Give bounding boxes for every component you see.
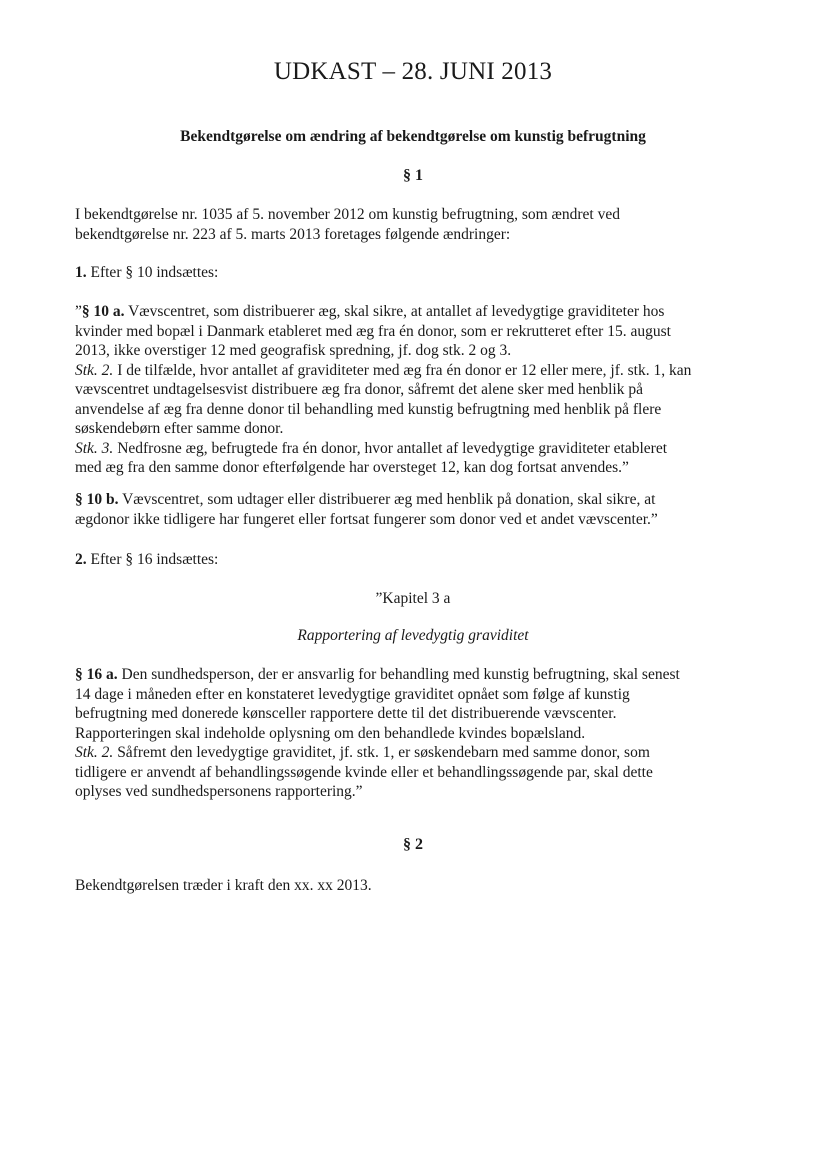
paragraph-line: Den sundhedsperson, der er ansvarlig for behandling med kunstig befrugtning, skal senest bbox=[117, 666, 680, 683]
paragraph-line: ægdonor ikke tidligere har fungeret eller fortsat fungerer som donor ved et andet vævscenter.” bbox=[75, 510, 658, 528]
open-quote: ” bbox=[75, 303, 82, 320]
paragraph-16a bbox=[75, 665, 755, 802]
paragraph-line: Rapporteringen skal indeholde oplysning om den behandlede kvindes bopælsland. bbox=[75, 724, 586, 742]
paragraph-line: tidligere er anvendt af behandlingssøgende kvinde eller et behandlingssøgende par, skal dette bbox=[75, 763, 653, 781]
section-1-heading: § 1 bbox=[403, 167, 423, 184]
paragraph-line: Bekendtgørelsen træder i kraft den xx. xx 2013. bbox=[75, 877, 372, 894]
chapter-heading: ”Kapitel 3 a bbox=[375, 590, 451, 607]
document-title: Bekendtgørelse om ændring af bekendtgørelse om kunstig befrugtning bbox=[180, 128, 646, 145]
section-2-text bbox=[75, 876, 755, 896]
paragraph-line: Vævscentret, som distribuerer æg, skal sikre, at antallet af levedygtige graviditeter hos bbox=[124, 303, 665, 320]
stk-label: Stk. 3. bbox=[75, 439, 114, 457]
change-number: 2. bbox=[75, 551, 87, 568]
paragraph-10a bbox=[75, 302, 755, 478]
paragraph-line: kvinder med bopæl i Danmark etableret med æg fra én donor, som er rekrutteret efter 15. august bbox=[75, 322, 671, 340]
section-2-heading: § 2 bbox=[403, 836, 423, 853]
paragraph-line: 2013, ikke overstiger 12 med geografisk spredning, jf. dog stk. 2 og 3. bbox=[75, 342, 512, 359]
change-1 bbox=[75, 263, 755, 283]
intro-line: I bekendtgørelse nr. 1035 af 5. november 2012 om kunstig befrugtning, som ændret ved bbox=[75, 206, 620, 223]
paragraph-line: vævscentret undtagelsesvist distribuere æg fra donor, såfremt det alene sker med henblik på bbox=[75, 381, 643, 398]
paragraph-line: I de tilfælde, hvor antallet af graviditeter med æg fra én donor er 12 eller mere, jf. stk. 1, kan bbox=[113, 361, 692, 379]
paragraph-line: oplyses ved sundhedspersonens rapportering.” bbox=[75, 783, 363, 800]
paragraph-label: § 16 a. bbox=[75, 666, 118, 683]
intro-line: bekendtgørelse nr. 223 af 5. marts 2013 foretages følgende ændringer: bbox=[75, 225, 511, 243]
stk-label: Stk. 2. bbox=[75, 744, 114, 761]
paragraph-line: befrugtning med donerede kønsceller rapportere dette til det distribuerende vævscenter. bbox=[75, 705, 617, 722]
draft-header: UDKAST – 28. JUNI 2013 bbox=[273, 58, 553, 85]
intro-paragraph bbox=[75, 205, 755, 244]
change-text: Efter § 10 indsættes: bbox=[86, 264, 219, 281]
paragraph-label: § 10 a. bbox=[81, 303, 125, 320]
paragraph-line: Såfremt den levedygtige graviditet, jf. stk. 1, er søskendebarn med samme donor, som bbox=[113, 744, 650, 761]
paragraph-line: 14 dage i måneden efter en konstateret levedygtige graviditet opnået som følge af kunstig bbox=[75, 685, 630, 703]
paragraph-line: anvendelse af æg fra denne donor til behandling med kunstig befrugtning med henblik på flere bbox=[75, 400, 662, 418]
paragraph-line: Vævscentret, som udtager eller distribuerer æg med henblik på donation, skal sikre, at bbox=[118, 491, 656, 508]
chapter-title: Rapportering af levedygtig graviditet bbox=[297, 627, 529, 644]
paragraph-10b bbox=[75, 490, 755, 529]
paragraph-line: med æg fra den samme donor efterfølgende har oversteget 12, kan dog fortsat anvendes.” bbox=[75, 459, 629, 476]
paragraph-line: søskendebørn efter samme donor. bbox=[75, 420, 284, 437]
change-2 bbox=[75, 550, 755, 570]
paragraph-label: § 10 b. bbox=[75, 491, 119, 508]
change-text: Efter § 16 indsættes: bbox=[86, 551, 219, 568]
stk-label: Stk. 2. bbox=[75, 361, 114, 379]
paragraph-line: Nedfrosne æg, befrugtede fra én donor, hvor antallet af levedygtige graviditeter etableret bbox=[113, 439, 668, 457]
change-number: 1. bbox=[75, 264, 87, 281]
